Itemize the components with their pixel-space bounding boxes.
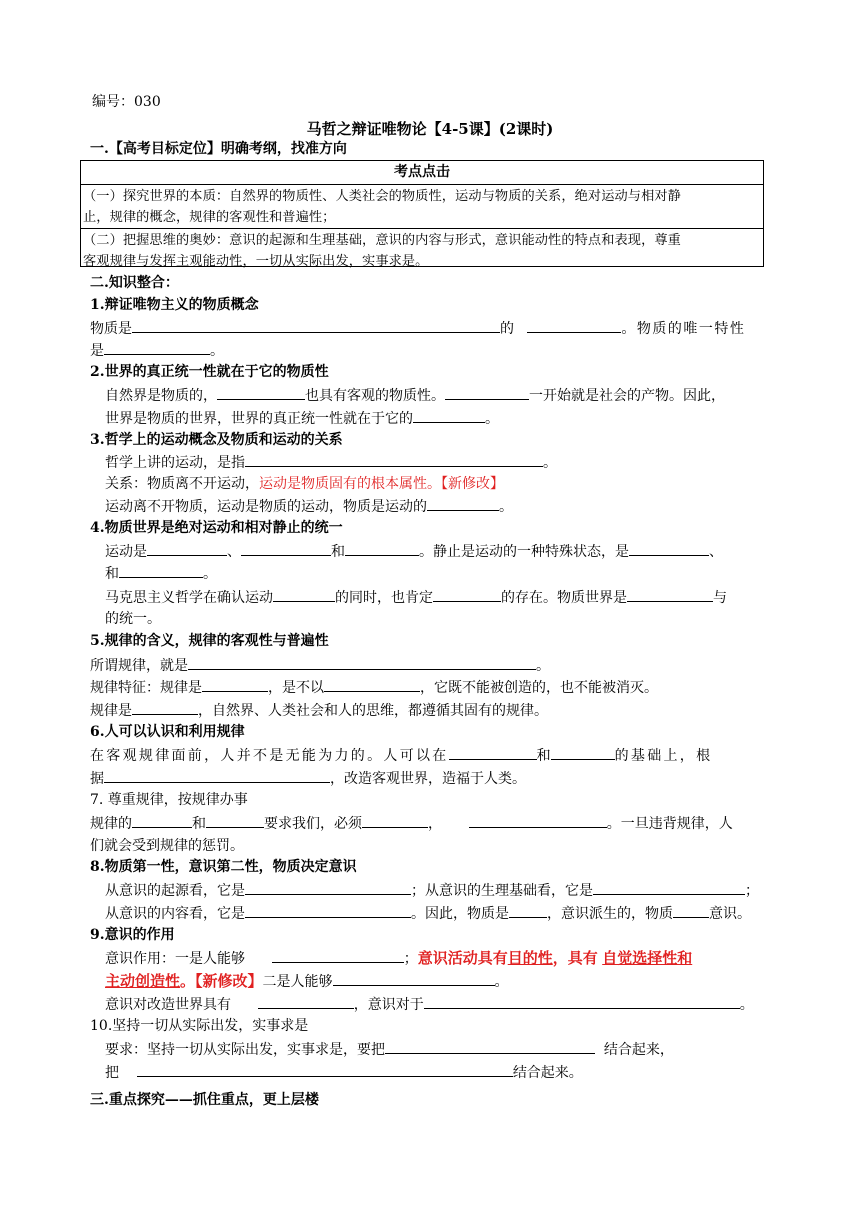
blank — [273, 587, 335, 602]
text: 也具有客观的物质性。 — [305, 388, 445, 404]
text: 要求我们，必须 — [264, 816, 362, 832]
text: 规律的 — [90, 816, 132, 832]
text: ，意识对于 — [353, 997, 424, 1013]
table-row-2-line-2: 客观规律与发挥主观能动性，一切从实际出发，实事求是。 — [83, 253, 429, 269]
revision-note: 。【新修改】 — [180, 972, 263, 990]
item6-line1 — [90, 745, 712, 766]
item4-line3 — [105, 587, 727, 608]
item10-line2 — [105, 1062, 583, 1083]
item4-line2 — [105, 563, 217, 584]
blank — [202, 677, 268, 692]
blank — [551, 745, 615, 760]
text: 的 — [500, 321, 514, 337]
text: 。因此，物质是 — [411, 906, 509, 922]
blank — [137, 1062, 513, 1077]
item2-line1 — [105, 385, 725, 406]
text: 、 — [227, 544, 241, 560]
text: 物质是 — [90, 321, 132, 337]
blank — [217, 385, 305, 400]
revision-note: 运动是物质固有的根本属性。【新修改】 — [259, 476, 504, 492]
text: 从意识的起源看，它是 — [105, 883, 245, 899]
page-title: 马哲之辩证唯物论【4-5课】(2课时) — [306, 120, 554, 138]
item9-line2 — [105, 971, 509, 992]
item5-heading: 5.规律的含义，规律的客观性与普遍性 — [90, 633, 329, 649]
text: 据 — [90, 771, 104, 787]
text: 世界是物质的世界，世界的真正统一性就在于它的 — [105, 411, 413, 427]
blank — [433, 587, 501, 602]
item1-heading: 1.辩证唯物主义的物质概念 — [90, 297, 259, 313]
blank — [206, 813, 264, 828]
item5-line1 — [90, 655, 550, 676]
section1-heading: 一.【高考目标定位】明确考纲，找准方向 — [90, 141, 347, 157]
item8-line2 — [105, 903, 751, 924]
text: 。 — [203, 566, 217, 582]
text: 。 — [543, 455, 557, 471]
revision-note: 意识活动具有 — [417, 949, 508, 967]
table-row-1-line-1: （一）探究世界的本质：自然界的物质性、人类社会的物质性，运动与物质的关系，绝对运动与相对静 — [83, 189, 681, 204]
item4-line4: 的统一。 — [105, 611, 161, 627]
blank — [132, 318, 500, 333]
blank — [272, 948, 404, 963]
revision-note: ，具有 — [552, 949, 598, 967]
blank — [245, 452, 543, 467]
text: 在客观规律面前，人并不是无能为力的。人可以在 — [90, 748, 449, 764]
blank — [245, 903, 411, 918]
text: 运动是 — [105, 544, 147, 560]
item5-line2 — [90, 677, 658, 698]
text: 和 — [536, 748, 551, 764]
revision-note: 目的性 — [507, 949, 553, 967]
text: 和 — [192, 816, 206, 832]
text: 的存在。物质世界是 — [501, 590, 627, 606]
item8-line1 — [105, 880, 759, 901]
text: 的同时，也肯定 — [335, 590, 433, 606]
item10-heading: 10.坚持一切从实际出发，实事求是 — [90, 1018, 309, 1034]
text: 运动离不开物质，运动是物质的运动，物质是运动的 — [105, 499, 427, 515]
blank — [104, 340, 210, 355]
text: 要求：坚持一切从实际出发，实事求是，要把 — [105, 1042, 385, 1058]
text: 和 — [105, 566, 119, 582]
text: 和 — [331, 544, 345, 560]
item6-line2 — [90, 768, 526, 789]
item2-heading: 2.世界的真正统一性就在于它的物质性 — [90, 364, 329, 380]
item9-line1 — [105, 948, 692, 969]
text: 所谓规律，就是 — [90, 658, 188, 674]
text: 规律是 — [90, 703, 132, 719]
table-row-1 — [81, 185, 763, 228]
blank — [188, 655, 536, 670]
text: 结合起来。 — [512, 1065, 583, 1081]
blank — [469, 813, 607, 828]
text: ； — [403, 951, 418, 967]
item9-heading: 9.意识的作用 — [90, 927, 175, 943]
revision-note: 自觉选择性和 — [602, 949, 693, 967]
section2-heading: 二.知识整合： — [90, 275, 179, 291]
blank — [333, 971, 495, 986]
item3-heading: 3.哲学上的运动概念及物质和运动的关系 — [90, 432, 343, 448]
blank — [673, 903, 709, 918]
text: ，自然界、人类社会和人的思维，都遵循其固有的规律。 — [198, 703, 548, 719]
blank — [241, 541, 331, 556]
item2-line2 — [105, 408, 499, 429]
item4-line1 — [105, 541, 723, 562]
text: ，是不以 — [268, 680, 324, 696]
revision-note: 主动创造性 — [105, 972, 181, 990]
text: 的基础上，根 — [614, 748, 713, 764]
text: 二是人能够 — [262, 974, 333, 990]
blank — [245, 880, 411, 895]
text: 意识作用：一是人能够 — [105, 951, 245, 967]
serial-number: 编号：030 — [92, 94, 161, 110]
item5-line3 — [90, 700, 548, 721]
text: 。 — [485, 411, 499, 427]
table-row-2 — [81, 228, 763, 272]
blank — [147, 541, 227, 556]
text: 把 — [105, 1065, 119, 1081]
text: 一开始就是社会的产物。因此， — [529, 388, 725, 404]
blank — [132, 813, 192, 828]
text: ，意识派生的，物质 — [547, 906, 673, 922]
text: 是 — [90, 343, 104, 359]
blank — [424, 994, 740, 1009]
text: 自然界是物质的， — [105, 388, 217, 404]
blank — [258, 994, 354, 1009]
text: 意识。 — [709, 906, 751, 922]
item3-line3 — [105, 496, 513, 517]
text: 。物质的唯一特性 — [621, 321, 746, 337]
text: ，它既不能被创造的，也不能被消灭。 — [420, 680, 658, 696]
text: 从意识的内容看，它是 — [105, 906, 245, 922]
text: ， — [428, 816, 442, 832]
item6-heading: 6.人可以认识和利用规律 — [90, 724, 245, 740]
text: 马克思主义哲学在确认运动 — [105, 590, 273, 606]
item4-heading: 4.物质世界是绝对运动和相对静止的统一 — [90, 520, 343, 536]
item8-heading: 8.物质第一性，意识第二性，物质决定意识 — [90, 859, 357, 875]
text: 。 — [210, 343, 224, 359]
text: 规律特征：规律是 — [90, 680, 202, 696]
item7-line2: 们就会受到规律的惩罚。 — [90, 838, 244, 854]
text: 、 — [709, 544, 723, 560]
item7-heading: 7. 尊重规律，按规律办事 — [90, 792, 248, 808]
objectives-table — [80, 160, 764, 267]
blank — [445, 385, 529, 400]
blank — [509, 903, 547, 918]
blank — [413, 408, 485, 423]
text: 关系：物质离不开运动， — [105, 476, 259, 492]
table-row-2-line-1: （二）把握思维的奥妙：意识的起源和生理基础，意识的内容与形式，意识能动性的特点和表现，尊重 — [83, 233, 681, 248]
blank — [427, 496, 499, 511]
text: 。 — [499, 499, 513, 515]
item1-line2 — [90, 340, 224, 361]
text: 结合起来， — [603, 1042, 674, 1058]
blank — [132, 700, 198, 715]
text: 。 — [494, 974, 509, 990]
text: 哲学上讲的运动，是指 — [105, 455, 245, 471]
blank — [627, 587, 713, 602]
text: 。一旦违背规律，人 — [606, 816, 733, 832]
text: 。 — [536, 658, 550, 674]
table-header: 考点点击 — [81, 161, 763, 185]
text: ；从意识的生理基础看，它是 — [411, 883, 593, 899]
blank — [104, 768, 330, 783]
text: 意识对改造世界具有 — [105, 997, 231, 1013]
blank — [324, 677, 420, 692]
blank — [345, 541, 419, 556]
text: 。静止是运动的一种特殊状态，是 — [419, 544, 629, 560]
blank — [385, 1039, 595, 1054]
item3-line1 — [105, 452, 557, 473]
item9-line3 — [105, 994, 754, 1015]
blank — [119, 563, 203, 578]
text: 与 — [713, 590, 727, 606]
text: ，改造客观世界，造福于人类。 — [330, 771, 526, 787]
blank — [362, 813, 428, 828]
item1-line1 — [90, 318, 745, 339]
text: ； — [745, 883, 759, 899]
blank — [593, 880, 745, 895]
item10-line1 — [105, 1039, 674, 1060]
blank — [527, 318, 621, 333]
text: 。 — [739, 997, 754, 1013]
blank — [449, 745, 537, 760]
item3-line2 — [105, 474, 504, 494]
table-row-1-line-2: 止，规律的概念，规律的客观性和普遍性； — [83, 209, 336, 225]
blank — [629, 541, 709, 556]
item7-line1 — [90, 813, 733, 834]
section3-heading: 三.重点探究——抓住重点，更上层楼 — [90, 1092, 319, 1108]
